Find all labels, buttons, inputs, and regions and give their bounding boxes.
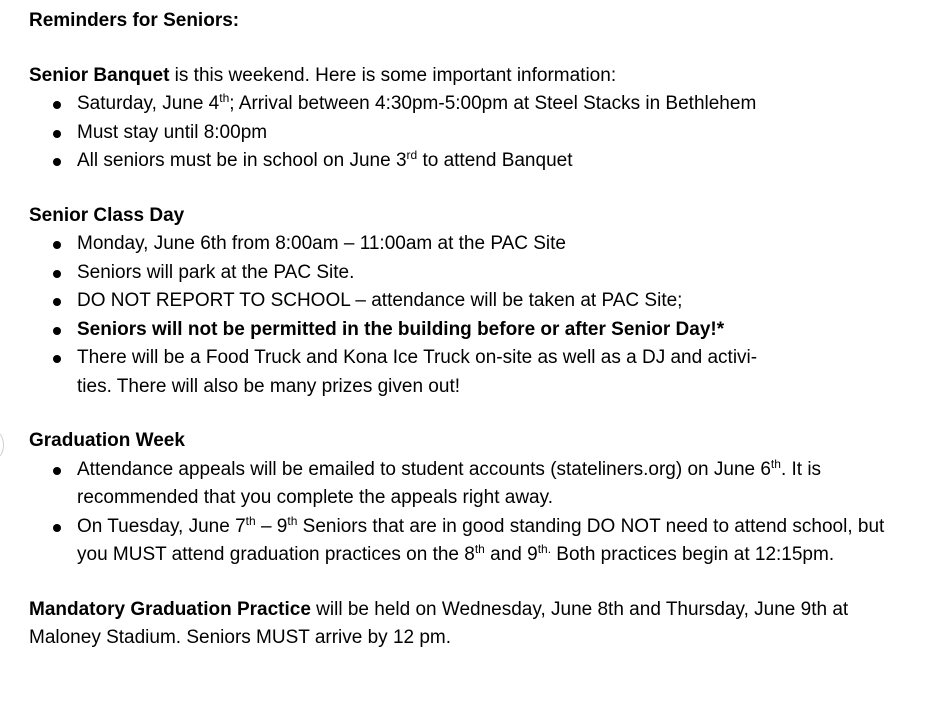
- grad-week-list: [29, 456, 889, 570]
- superscript: th: [770, 456, 781, 471]
- list-item: [29, 147, 889, 176]
- list-item-text: and 9: [484, 544, 538, 565]
- list-item-text: – 9: [255, 515, 288, 537]
- bullet-icon: [53, 270, 61, 278]
- list-item-text: Attendance appeals will be emailed to student accounts (stateliners.org) on June 6: [77, 458, 771, 480]
- class-day-title: Senior Class Day: [29, 204, 185, 226]
- bullet-icon: [53, 241, 61, 249]
- superscript: th.: [537, 542, 552, 556]
- banquet-intro: [29, 62, 889, 91]
- list-item: [29, 259, 889, 288]
- list-item-text: to attend Banquet: [417, 150, 573, 171]
- practice-paragraph: [29, 596, 889, 653]
- bullet-icon: [53, 355, 61, 363]
- list-item-text: . It is recommended that you complete the appeals right away.: [77, 458, 822, 508]
- bullet-icon: [53, 524, 61, 532]
- blank-line: [29, 176, 889, 202]
- list-item-text: Seniors that are in good standing DO NOT need to attend school, but you MUST attend graduation practices on the 8: [77, 515, 885, 565]
- list-item-text: On Tuesday, June 7: [77, 515, 246, 537]
- class-day-list: [29, 230, 889, 401]
- list-item: [29, 287, 889, 316]
- bullet-icon: [53, 327, 61, 335]
- bullet-icon: [53, 298, 61, 306]
- document-body: [29, 7, 889, 653]
- list-item-text: DO NOT REPORT TO SCHOOL – attendance will be taken at PAC Site;: [77, 290, 683, 311]
- superscript: th: [219, 91, 230, 105]
- list-item: [29, 119, 889, 148]
- banquet-list: [29, 90, 889, 176]
- bullet-icon: [53, 158, 61, 166]
- list-item-text: Both practices begin at 12:15pm.: [551, 544, 835, 565]
- banquet-intro-text: is this weekend. Here is some important information:: [169, 64, 617, 86]
- blank-line: [29, 570, 889, 596]
- practice-text: will be held on Wednesday, June 8th and Thursday, June 9th at Maloney Stadium. Seniors MUST arrive by 12 pm.: [29, 598, 849, 648]
- list-item: [29, 513, 889, 570]
- list-item-text: Seniors will park at the PAC Site.: [77, 261, 355, 283]
- practice-title: Mandatory Graduation Practice: [29, 598, 311, 620]
- list-item: [29, 230, 889, 259]
- list-item-text: ties. There will also be many prizes given out!: [77, 375, 460, 397]
- list-item-text: ; Arrival between 4:30pm-5:00pm at Steel Stacks in Bethlehem: [229, 93, 757, 114]
- blank-line: [29, 401, 889, 427]
- list-item-text: Saturday, June 4: [77, 93, 220, 114]
- list-item: [29, 316, 889, 345]
- blank-line: [29, 36, 889, 62]
- bullet-icon: [53, 101, 61, 109]
- list-item-text: All seniors must be in school on June 3: [77, 150, 407, 171]
- list-item-text: Monday, June 6th from 8:00am – 11:00am at the PAC Site: [77, 233, 566, 254]
- list-item: [29, 344, 889, 401]
- banquet-title: Senior Banquet: [29, 64, 170, 86]
- list-item-text: Seniors will not be permitted in the building before or after Senior Day!*: [77, 318, 725, 340]
- bullet-icon: [53, 467, 61, 475]
- grad-week-title: Graduation Week: [29, 430, 185, 451]
- list-item: [29, 90, 889, 119]
- page-edge-marker: [0, 431, 4, 459]
- bullet-icon: [53, 130, 61, 138]
- superscript: rd: [406, 148, 418, 162]
- list-item-text: There will be a Food Truck and Kona Ice Truck on-site as well as a DJ and activi-: [77, 347, 758, 368]
- superscript: th: [474, 542, 485, 556]
- superscript: th: [287, 513, 298, 528]
- list-item: [29, 456, 889, 513]
- list-item-text: Must stay until 8:00pm: [77, 121, 268, 143]
- superscript: th: [245, 513, 256, 528]
- document-heading: Reminders for Seniors:: [29, 10, 240, 31]
